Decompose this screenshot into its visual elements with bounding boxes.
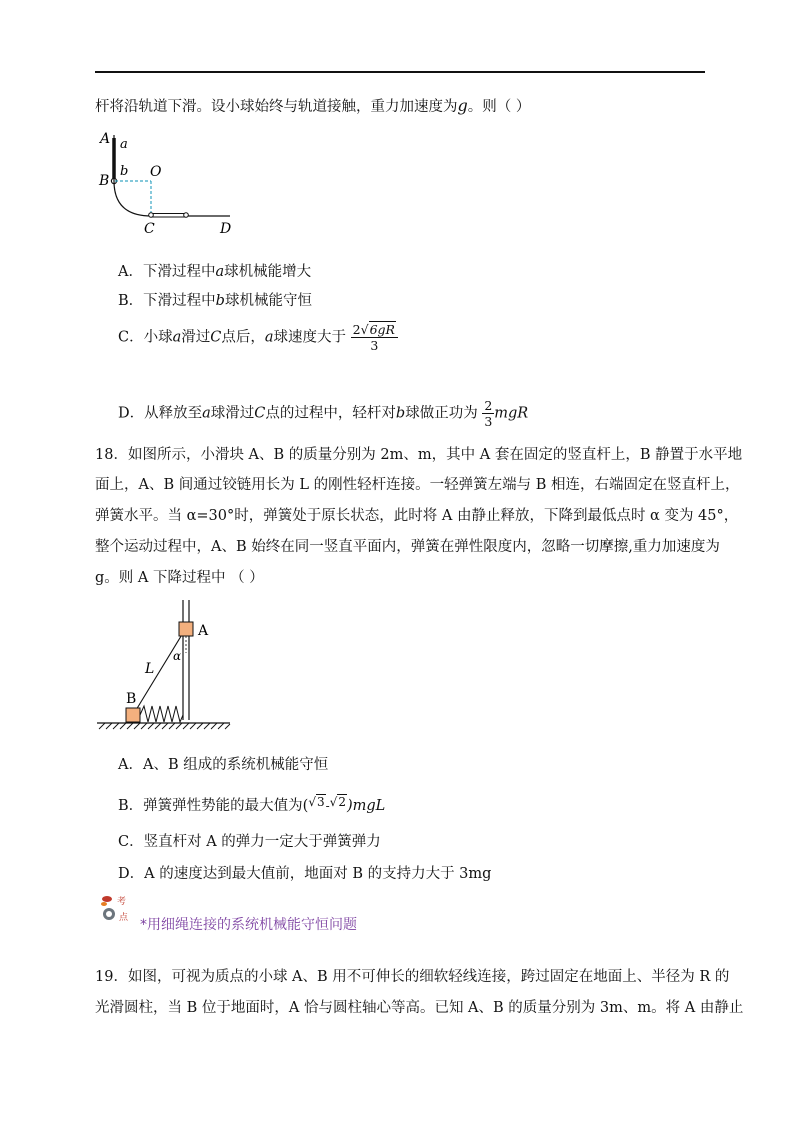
fig18-spring — [140, 706, 183, 722]
fig17-rod-on-floor — [151, 214, 185, 218]
fig18-rod-L — [133, 628, 186, 715]
kaodian-title: *用细绳连接的系统机械能守恒问题 — [140, 917, 357, 933]
q17-option-c: C．小球a滑过C点后，a球速度大于 $\frac{2√6gR}{3}$ — [118, 322, 398, 353]
q19-stem-line2: 光滑圆柱，当 B 位于地面时，A 恰与圆柱轴心等高。已知 A、B 的质量分别为 3m、m。将 A 由静止 — [95, 1000, 744, 1016]
q19-stem-line1: 19．如图，可视为质点的小球 A、B 用不可伸长的细软轻线连接，跨过固定在地面上、半径为 R 的 — [95, 969, 730, 985]
fig17-track — [114, 135, 230, 216]
fig17-label-B: B — [99, 173, 110, 189]
q18-option-a: A．A、B 组成的系统机械能守恒 — [118, 757, 329, 773]
q17-option-b: B．下滑过程中b球机械能守恒 — [118, 293, 312, 309]
q18-option-c: C．竖直杆对 A 的弹力一定大于弹簧弹力 — [118, 834, 381, 850]
fig18-block-A — [179, 622, 193, 636]
fig18-label-A: A — [198, 623, 209, 639]
fig17-ball-at-c — [149, 213, 154, 218]
kaodian-char-1: 考 — [117, 897, 127, 907]
fig17-label-b: b — [120, 164, 129, 179]
q17-option-d: D．从释放至a球滑过C点的过程中，轻杆对b球做正功为 $\frac{2}{3}$ mgR — [118, 398, 529, 429]
fig18-label-alpha: α — [173, 649, 182, 663]
q18-slider-figure — [95, 595, 235, 735]
header-rule — [95, 71, 705, 73]
fig17-label-C: C — [144, 221, 155, 237]
fig18-ground-hatch — [99, 723, 230, 729]
kaodian-badge-icon — [97, 892, 137, 928]
q18-stem-line4: 整个运动过程中，A、B 始终在同一竖直平面内，弹簧在弹性限度内，忽略一切摩擦,重力加速度为 — [95, 539, 720, 555]
kaodian-char-2: 点 — [119, 913, 129, 923]
fig17-label-a: a — [120, 137, 128, 152]
q18-stem-line1: 18．如图所示，小滑块 A、B 的质量分别为 2m、m，其中 A 套在固定的竖直杆上，B 静置于水平地 — [95, 447, 743, 463]
q18-stem-line2: 面上，A、B 间通过铰链用长为 L 的刚性轻杆连接。一轻弹簧左端与 B 相连，右端固定在竖直杆上， — [95, 477, 740, 493]
fig17-label-D: D — [220, 221, 232, 237]
q18-stem-line5: g。则 A 下降过程中 （ ） — [95, 570, 264, 586]
q18-stem-line3: 弹簧水平。当 α=30°时，弹簧处于原长状态，此时将 A 由静止释放，下降到最低点时 α 变为 45°， — [95, 508, 739, 524]
q17-option-a: A．下滑过程中a球机械能增大 — [118, 264, 312, 280]
q17-continuation: 杆将沿轨道下滑。设小球始终与轨道接触，重力加速度为g。则（ ） — [95, 96, 531, 115]
fig18-block-B — [126, 708, 140, 722]
q18-option-d: D．A 的速度达到最大值前，地面对 B 的支持力大于 3mg — [118, 866, 492, 882]
q17c-fraction: $\frac{2√6gR}{3}$ — [351, 322, 398, 353]
fig17-label-A: A — [100, 131, 111, 147]
q17-track-figure — [95, 125, 245, 240]
q17d-fraction: $\frac{2}{3}$ — [484, 398, 493, 429]
q18-option-b: B．弹簧弹性势能的最大值为($^{√3}$-$^{√2}$)mgL — [118, 795, 386, 814]
fig17-ball-end — [184, 213, 189, 218]
fig18-label-L: L — [145, 661, 155, 677]
fig17-label-O: O — [150, 164, 162, 180]
fig18-label-B: B — [126, 691, 137, 707]
